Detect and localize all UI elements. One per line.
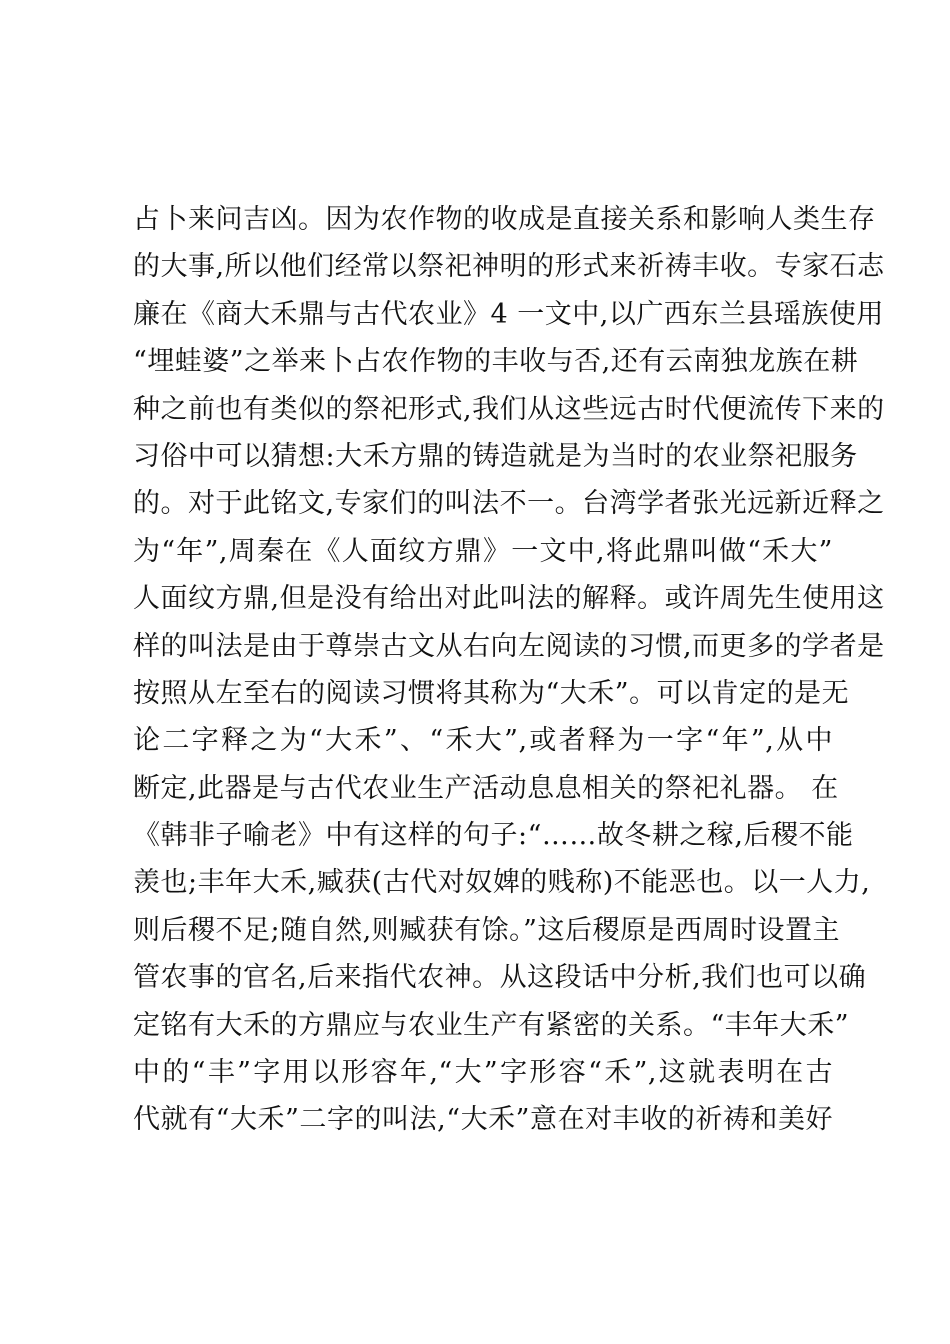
text-line: “埋蛙婆”之举来卜占农作物的丰收与否,还有云南独龙族在耕 xyxy=(133,346,859,378)
text-line: 中的“丰”字用以形容年,“大”字形容“禾”,这就表明在古 xyxy=(133,1057,833,1089)
text-line: 样的叫法是由于尊崇古文从右向左阅读的习惯,而更多的学者是 xyxy=(133,630,885,662)
text-line: 《韩非子喻老》中有这样的句子:“……故冬耕之稼,后稷不能 xyxy=(133,820,854,852)
body-paragraph xyxy=(133,196,885,1144)
text-line: 按照从左至右的阅读习惯将其称为“大禾”。可以肯定的是无 xyxy=(133,677,850,709)
text-line: 羡也;丰年大禾,臧获(古代对奴婢的贱称)不能恶也。以一人力, xyxy=(133,867,871,899)
text-line: 的大事,所以他们经常以祭祀神明的形式来祈祷丰收。专家石志 xyxy=(133,251,885,283)
text-line: 种之前也有类似的祭祀形式,我们从这些远古时代便流传下来的 xyxy=(133,393,885,425)
text-line: 论二字释之为“大禾”、“禾大”,或者释为一字“年”,从中 xyxy=(133,725,833,757)
text-line: 习俗中可以猜想:大禾方鼎的铸造就是为当时的农业祭祀服务 xyxy=(133,440,858,472)
text-line: 则后稷不足;随自然,则臧获有馀。”这后稷原是西周时设置主 xyxy=(133,914,840,946)
text-line: 定铭有大禾的方鼎应与农业生产有紧密的关系。“丰年大禾” xyxy=(133,1009,850,1041)
text-line: 为“年”,周秦在《人面纹方鼎》一文中,将此鼎叫做“禾大” xyxy=(133,535,833,567)
text-line: 人面纹方鼎,但是没有给出对此叫法的解释。或许周先生使用这 xyxy=(133,583,885,615)
text-line: 断定,此器是与古代农业生产活动息息相关的祭祀礼器。 在 xyxy=(133,772,839,804)
text-line: 的。对于此铭文,专家们的叫法不一。台湾学者张光远新近释之 xyxy=(133,488,885,520)
text-line: 廉在《商大禾鼎与古代农业》4 一文中,以广西东兰县瑶族使用 xyxy=(133,298,884,330)
text-line: 占卜来问吉凶。因为农作物的收成是直接关系和影响人类生存 xyxy=(133,204,876,235)
text-line: 代就有“大禾”二字的叫法,“大禾”意在对丰收的祈祷和美好 xyxy=(133,1104,833,1136)
text-line: 管农事的官名,后来指代农神。从这段话中分析,我们也可以确 xyxy=(133,962,867,994)
